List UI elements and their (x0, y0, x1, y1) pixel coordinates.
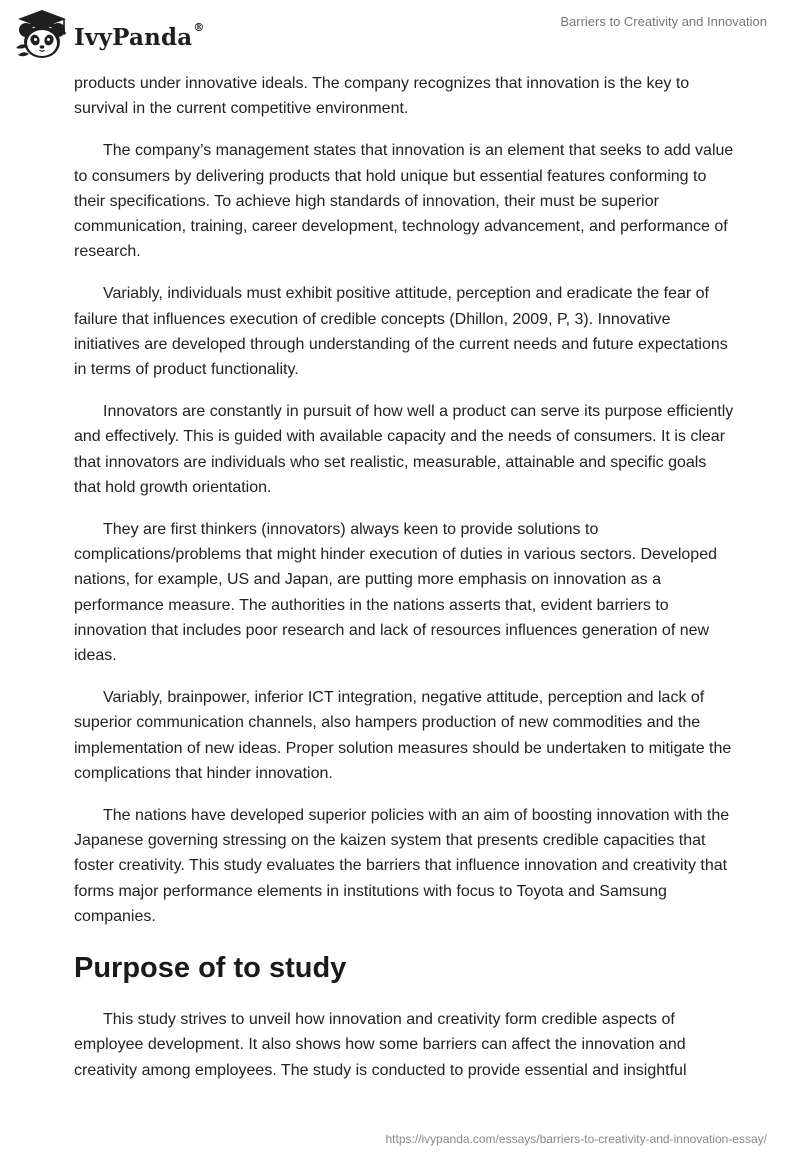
paragraph: They are first thinkers (innovators) always keen to provide solutions to complications/problems that might hinder execution of duties in various sectors. Developed nations, for example, US and Japan, are putting more emphasis on innovation as a performance measure. The authorities in the nations asserts that, evident barriers to innovation that includes poor research and lack of resources influences generation of new ideas. (74, 521, 717, 665)
document-title: Barriers to Creativity and Innovation (560, 14, 767, 29)
ivypanda-logo[interactable] (14, 8, 205, 62)
paragraph: This study strives to unveil how innovation and creativity form credible aspects of employee development. It also shows how some barriers can affect the innovation and creativity among employees. The study is conducted to provide essential and insightful (74, 1011, 687, 1079)
paragraph: The company’s management states that innovation is an element that seeks to add value to consumers by delivering products that hold unique but essential features conforming to their specifications. To achieve high standards of innovation, their must be superior communication, training, career development, technology advancement, and performance of research. (74, 142, 734, 261)
panda-graduate-logo-icon (14, 8, 70, 62)
section-heading: Purpose of to study (74, 952, 347, 985)
article-body (74, 71, 734, 1100)
paragraph: Variably, brainpower, inferior ICT integration, negative attitude, perception and lack of superior communication channels, also hampers production of new commodities and the implementation of new ideas. Proper solution measures should be undertaken to mitigate the complications that hinder innovation. (74, 689, 732, 782)
registered-mark: ® (193, 20, 205, 34)
paragraph: Variably, individuals must exhibit positive attitude, perception and eradicate the fear of failure that influences execution of credible concepts (Dhillon, 2009, P, 3). Innovative initiatives are developed through understanding of the current needs and future expectations in terms of product functionality. (74, 285, 728, 379)
paragraph: Innovators are constantly in pursuit of how well a product can serve its purpose efficiently and effectively. This is guided with available capacity and the needs of consumers. It is clear that innovators are individuals who set realistic, measurable, attainable and specific goals that hold growth orientation. (74, 403, 734, 496)
paragraph: products under innovative ideals. The company recognizes that innovation is the key to survival in the current competitive environment. (74, 75, 690, 118)
brand-name: IvyPanda® (74, 20, 205, 51)
source-url-link[interactable]: https://ivypanda.com/essays/barriers-to-creativity-and-innovation-essay/ (385, 1132, 767, 1146)
paragraph: The nations have developed superior policies with an aim of boosting innovation with the Japanese governing stressing on the kaizen system that presents credible capacities that foster creativity. This study evaluates the barriers that influence innovation and creativity that forms major performance elements in institutions with focus to Toyota and Samsung companies. (74, 807, 730, 925)
header (0, 0, 800, 70)
